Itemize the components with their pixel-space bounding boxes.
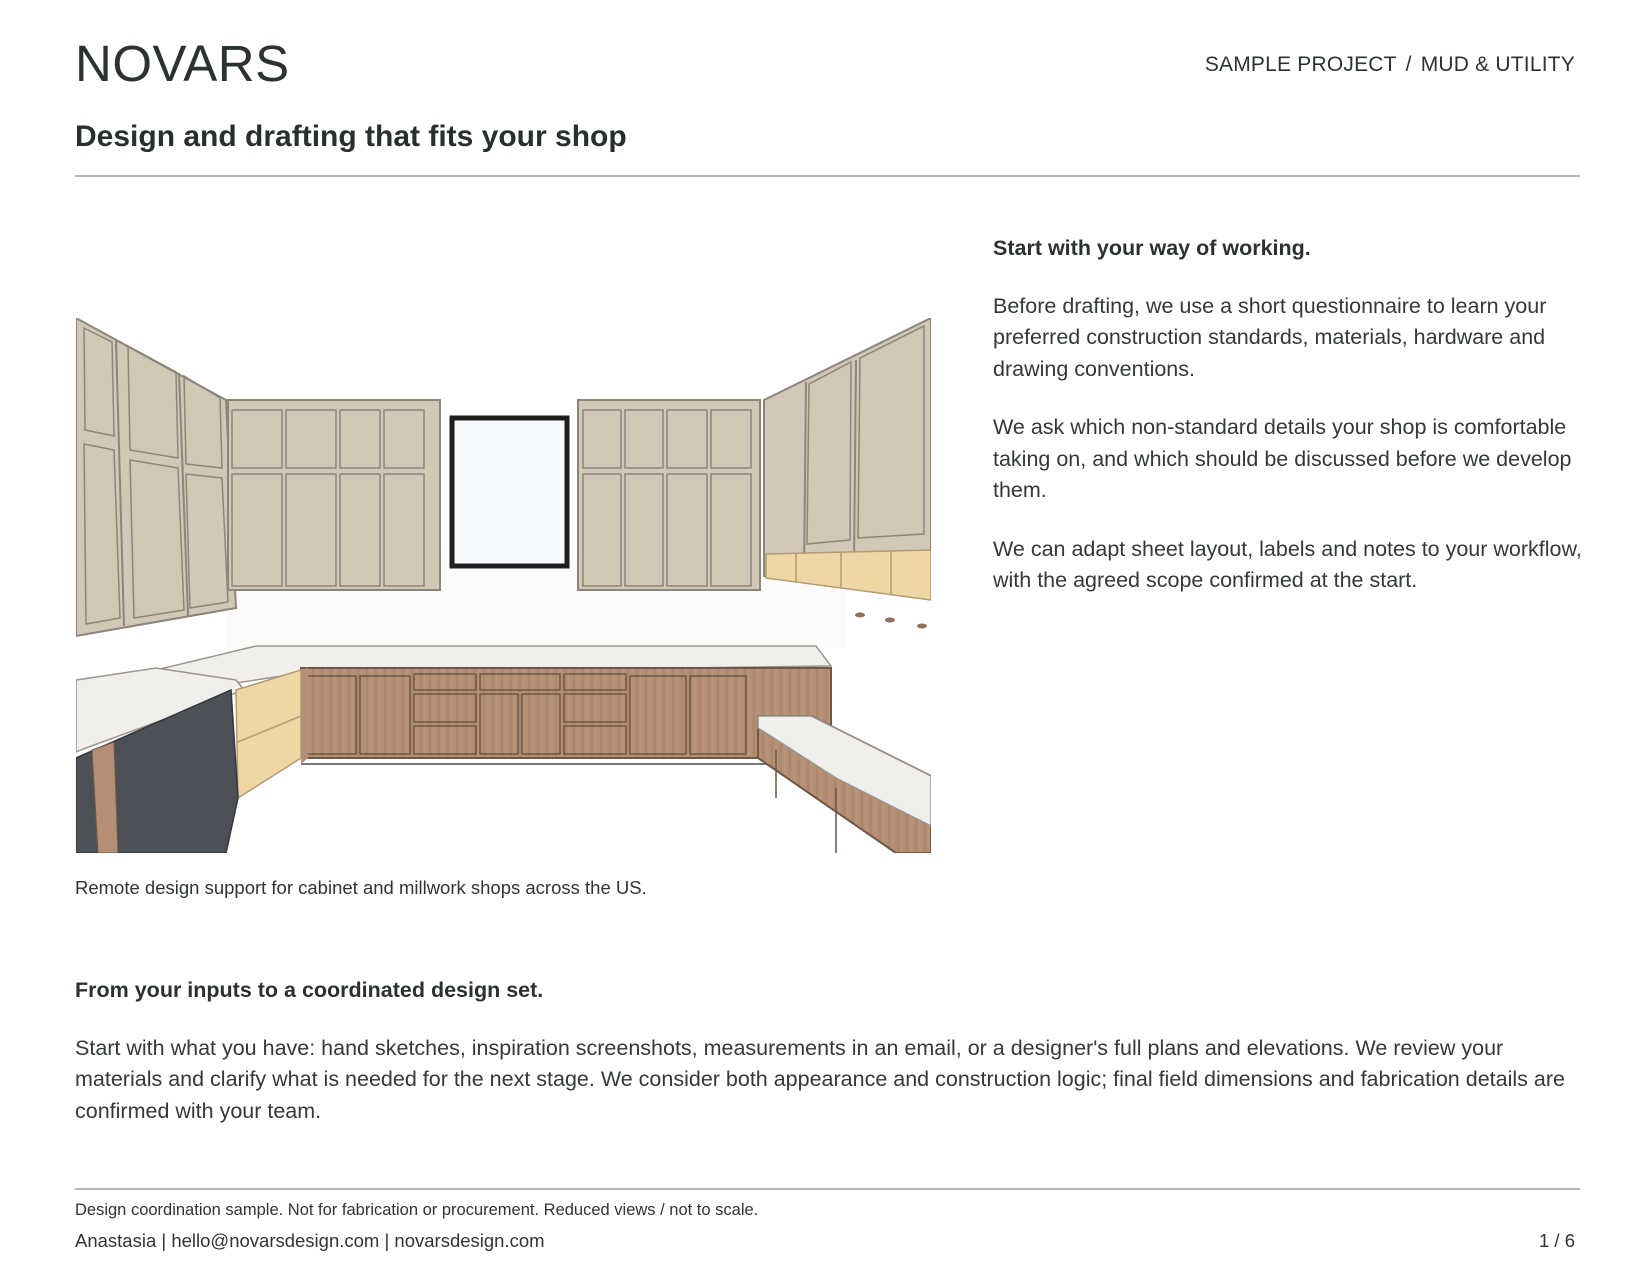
footer-contact: Anastasia | hello@novarsdesign.com | novarsdesign.com (75, 1230, 545, 1251)
center-right-upper-cabinets (578, 400, 760, 590)
breadcrumb (1205, 53, 1575, 77)
breadcrumb-room: MUD & UTILITY (1420, 53, 1575, 76)
approach-section (993, 233, 1583, 624)
page-indicator: 1 / 6 (1539, 1230, 1575, 1251)
inputs-paragraph: Start with what you have: hand sketches, inspiration screenshots, measurements in an email, or a designer's full plans and elevations. We review your materials and clarify what is needed for the next stage. We consider both appearance and construction logic; final field dimensions and fabrication details are confirmed with your team. (75, 1035, 1565, 1123)
inputs-heading: From your inputs to a coordinated design set. (75, 978, 544, 1002)
approach-paragraph: Before drafting, we use a short questionnaire to learn your preferred construction standards, materials, hardware and drawing conventions. (993, 293, 1547, 381)
figure-caption: Remote design support for cabinet and millwork shops across the US. (75, 877, 647, 898)
inputs-section (75, 975, 1585, 1127)
approach-heading: Start with your way of working. (993, 236, 1311, 260)
approach-paragraph: We can adapt sheet layout, labels and notes to your workflow, with the agreed scope confirmed at the start. (993, 536, 1582, 592)
cabinet-rendering (76, 318, 931, 853)
footer-disclaimer: Design coordination sample. Not for fabrication or procurement. Reduced views / not to scale. (75, 1201, 759, 1219)
breadcrumb-project: SAMPLE PROJECT (1204, 53, 1397, 76)
page-tagline: Design and drafting that fits your shop (75, 120, 627, 153)
brand-logo: NOVARS (75, 35, 290, 92)
window (452, 418, 567, 566)
center-left-upper-cabinets (228, 400, 440, 590)
breadcrumb-separator: / (1405, 53, 1412, 76)
approach-paragraph: We ask which non-standard details your shop is comfortable taking on, and which should be discussed before we develop them. (993, 415, 1572, 502)
footer-divider (75, 1188, 1580, 1190)
header-divider (75, 175, 1580, 177)
